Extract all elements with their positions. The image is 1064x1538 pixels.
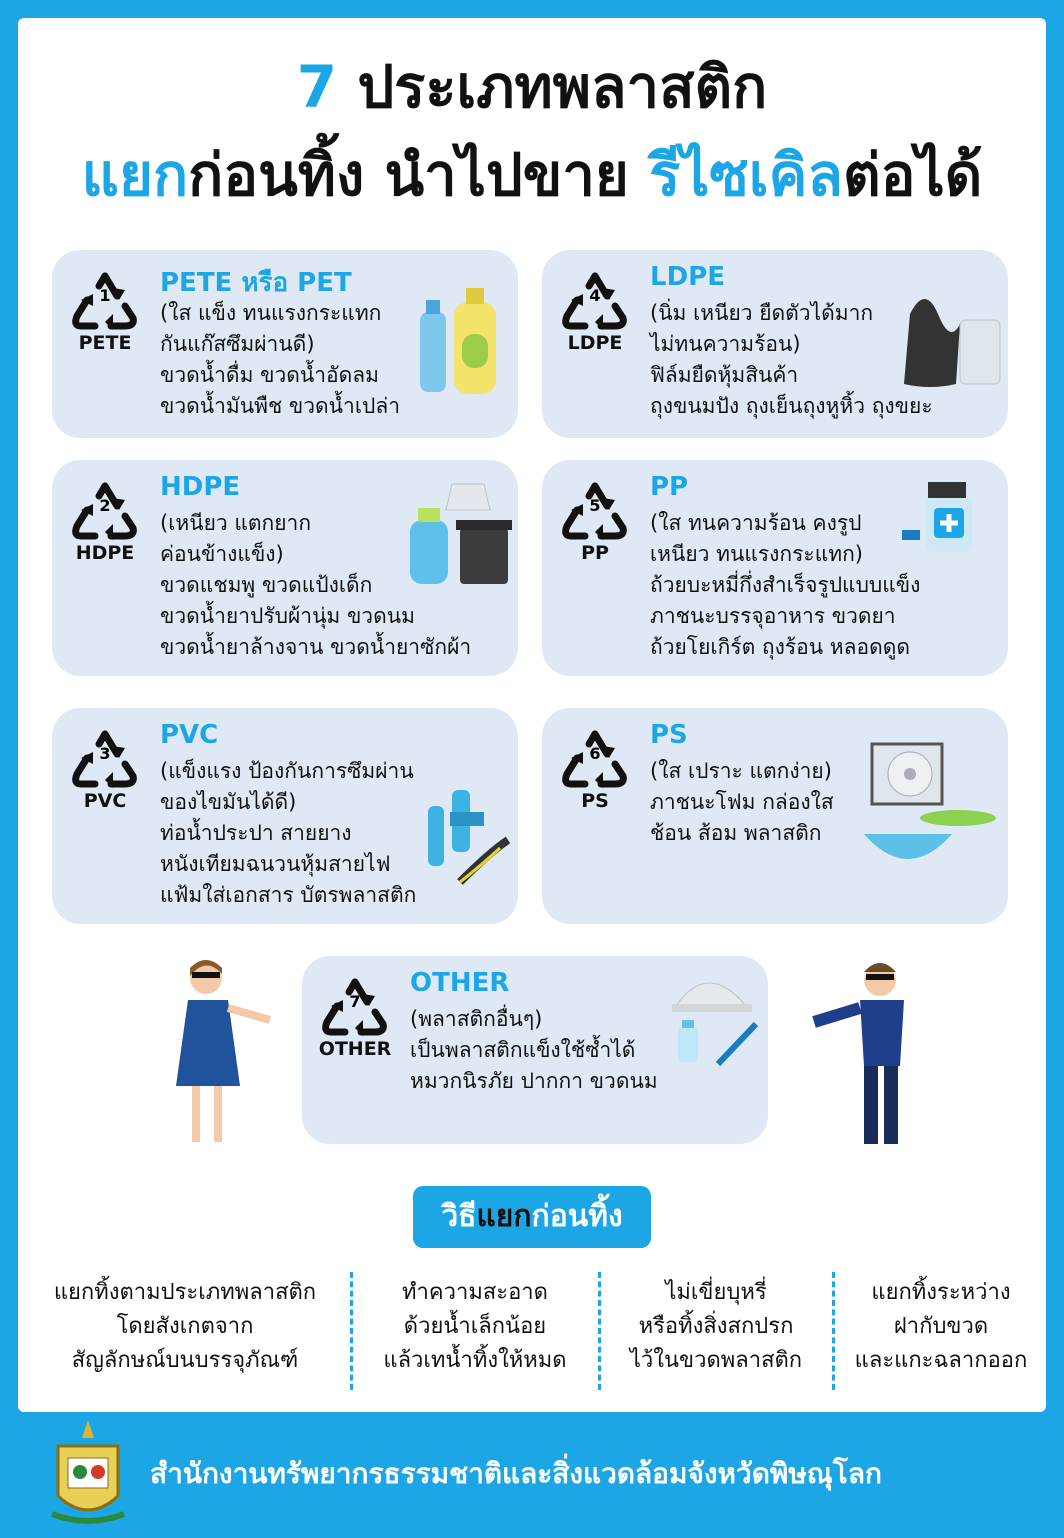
step-line: ฝากับขวด (893, 1314, 989, 1339)
province-seal-icon (42, 1418, 134, 1528)
description-line: ถ้วยบะหมี่กึ่งสำเร็จรูปแบบแข็ง (650, 573, 921, 597)
step-line: ไม่เขี่ยบุหรี่ (665, 1280, 767, 1305)
step-line: หรือทิ้งสิ่งสกปรก (638, 1314, 794, 1339)
cd-bowl-icon (860, 742, 1008, 878)
woman-illustration (170, 956, 280, 1152)
organization-name: สำนักงานทรัพยากรธรรมชาติและสิ่งแวดล้อมจังหวัดพิษณุโลก (150, 1457, 882, 1490)
howto-pill-c: ก่อนทิ้ง (531, 1199, 623, 1234)
title-before-dispose: ก่อนทิ้ง นำไปขาย (188, 141, 650, 209)
plastic-type-title: PETE หรือ PET (160, 268, 352, 298)
step-line: โดยสังเกตจาก (116, 1314, 254, 1339)
description-line: ไม่ทนความร้อน) (650, 332, 801, 356)
description-line: หนังเทียมฉนวนหุ้มสายไฟ (160, 852, 391, 876)
description-line: เหนียว ทนแรงกระแทก) (650, 542, 863, 566)
description-line: ของไขมันได้ดี) (160, 790, 297, 814)
description-line: ท่อน้ำประปา สายยาง (160, 821, 352, 845)
resin-code-label: LDPE (567, 332, 623, 354)
description-line: ช้อน ส้อม พลาสติก (650, 821, 822, 845)
description-line: (เหนียว แตกยาก (160, 511, 312, 535)
howto-pill-b: แยก (476, 1199, 532, 1234)
description-line: ขวดน้ำมันพืช ขวดน้ำเปล่า (160, 394, 401, 418)
resin-code-label: PETE (78, 332, 132, 354)
resin-code-label: PP (581, 542, 609, 564)
step-divider (832, 1272, 835, 1390)
description-line: ขวดน้ำดื่ม ขวดน้ำอัดลม (160, 363, 379, 387)
howto-pill-a: วิธี (441, 1199, 477, 1234)
description-line: แฟ้มใส่เอกสาร บัตรพลาสติก (160, 883, 417, 907)
title-recycle: รีไซเคิล (649, 141, 843, 209)
man-illustration (800, 956, 916, 1152)
step-line: ด้วยน้ำเล็กน้อย (403, 1314, 547, 1339)
howto-step (20, 1276, 350, 1378)
title-number: 7 (296, 53, 338, 121)
pipe-wire-icon (420, 782, 512, 888)
resin-code-label: PS (581, 790, 609, 812)
resin-code-symbol: 3 PVC (62, 728, 148, 812)
plastic-type-description (650, 756, 834, 849)
description-line: (ใส แข็ง ทนแรงกระแทก (160, 301, 382, 325)
plastic-type-title: HDPE (160, 472, 241, 502)
resin-code-label: OTHER (318, 1038, 392, 1060)
plastic-type-title: PP (650, 472, 689, 502)
description-line: ถุงขนมปัง ถุงเย็นถุงหูหิ้ว ถุงขยะ (650, 394, 933, 418)
plastic-type-description (650, 508, 920, 663)
helmet-pen-icon (666, 968, 762, 1068)
step-line: แล้วเทน้ำทิ้งให้หมด (383, 1348, 567, 1373)
step-line: ทำความสะอาด (402, 1280, 548, 1305)
plastic-type-title: PS (650, 720, 688, 750)
title-further: ต่อได้ (842, 141, 983, 209)
description-line: กันแก๊สซึมผ่านดี) (160, 332, 315, 356)
resin-code-symbol: 1 PETE (62, 270, 148, 354)
title-line-2 (0, 128, 1064, 221)
plastic-type-title: OTHER (410, 968, 510, 998)
description-line: ขวดแชมพู ขวดแป้งเด็ก (160, 573, 373, 597)
resin-code-symbol: 2 HDPE (62, 480, 148, 564)
description-line: (ใส เปราะ แตกง่าย) (650, 759, 832, 783)
plastic-type-description (160, 298, 400, 422)
title-sort: แยก (81, 141, 189, 209)
description-line: เป็นพลาสติกแข็งใช้ซ้ำได้ (410, 1038, 636, 1062)
description-line: ขวดน้ำยาปรับผ้านุ่ม ขวดนม (160, 604, 415, 628)
plastic-type-title: LDPE (650, 262, 725, 292)
step-line: ไว้ในขวดพลาสติก (629, 1348, 803, 1373)
plastic-type-description (160, 508, 471, 663)
howto-step (602, 1276, 830, 1378)
description-line: (พลาสติกอื่นๆ) (410, 1007, 543, 1031)
step-line: แยกทิ้งระหว่าง (871, 1280, 1011, 1305)
description-line: (ใส ทนความร้อน คงรูป (650, 511, 862, 535)
description-line: หมวกนิรภัย ปากกา ขวดนม (410, 1069, 658, 1093)
description-line: ภาชนะบรรจุอาหาร ขวดยา (650, 604, 896, 628)
resin-code-symbol: 4 LDPE (552, 270, 638, 354)
plastic-type-description (410, 1004, 658, 1097)
bottles-icon (416, 282, 502, 396)
step-divider (598, 1272, 601, 1390)
step-line: สัญลักษณ์บนบรรจุภัณฑ์ (71, 1348, 299, 1373)
title-line-1 (0, 40, 1064, 133)
plastic-type-title: PVC (160, 720, 219, 750)
resin-code-symbol: 6 PS (552, 728, 638, 812)
description-line: ค่อนข้างแข็ง) (160, 542, 284, 566)
howto-step (836, 1276, 1046, 1378)
step-line: แยกทิ้งตามประเภทพลาสติก (53, 1280, 317, 1305)
howto-step (354, 1276, 596, 1378)
resin-code-label: PVC (83, 790, 127, 812)
plastic-type-description (650, 298, 933, 422)
resin-code-symbol: 5 PP (552, 480, 638, 564)
description-line: ขวดน้ำยาล้างจาน ขวดน้ำยาซักผ้า (160, 635, 472, 659)
resin-code-label: HDPE (75, 542, 135, 564)
title-text: ประเภทพลาสติก (357, 53, 768, 121)
description-line: ฟิล์มยืดหุ้มสินค้า (650, 363, 799, 387)
description-line: ถ้วยโยเกิร์ต ถุงร้อน หลอดดูด (650, 635, 911, 659)
plastic-type-description (160, 756, 416, 911)
resin-code-symbol: 7 OTHER (312, 976, 398, 1060)
step-divider (350, 1272, 353, 1390)
description-line: (แข็งแรง ป้องกันการซึมผ่าน (160, 759, 414, 783)
description-line: (นิ่ม เหนียว ยืดตัวได้มาก (650, 301, 874, 325)
description-line: ภาชนะโฟม กล่องใส (650, 790, 834, 814)
howto-pill (413, 1186, 651, 1248)
step-line: และแกะฉลากออก (854, 1348, 1028, 1373)
